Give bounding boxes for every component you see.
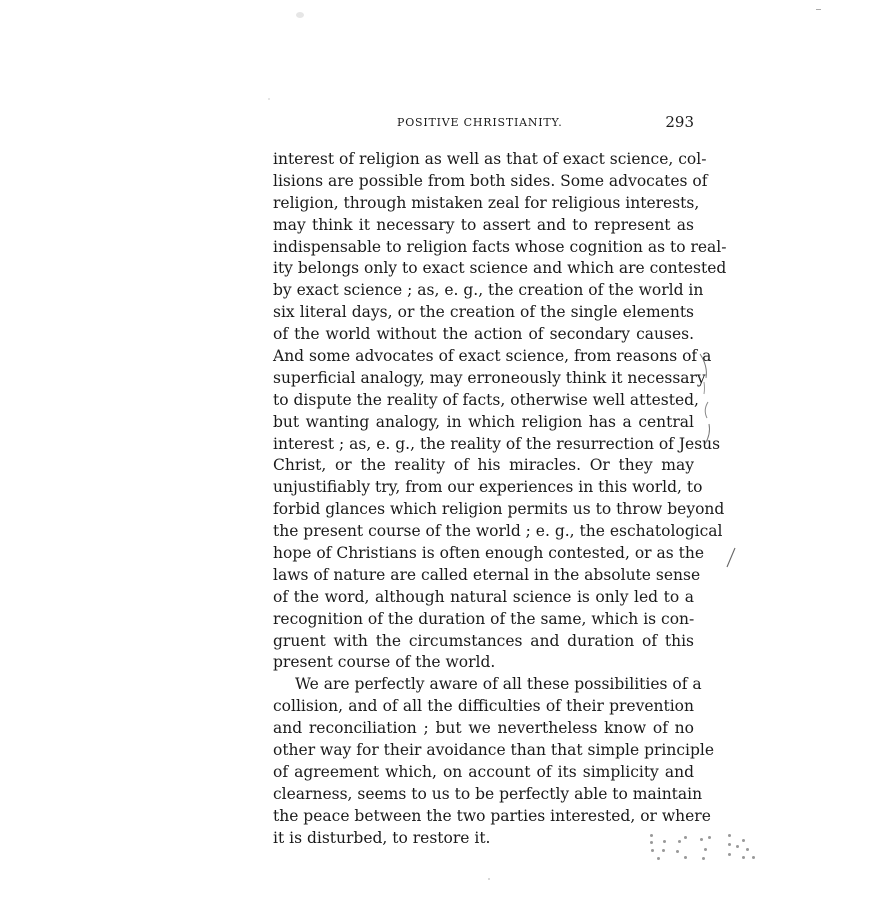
- text-line: to dispute the reality of facts, otherwise well attested,: [273, 390, 699, 409]
- text-line: the peace between the two parties interested, or where: [273, 806, 711, 825]
- text-line: and reconciliation ; but we nevertheless know of no: [273, 719, 694, 738]
- body-text: [273, 149, 727, 850]
- text-line: gruent with the circumstances and duration of this: [273, 631, 694, 650]
- faint-stamp-remnant: [648, 832, 758, 862]
- text-line: laws of nature are called eternal in the absolute sense: [273, 565, 701, 584]
- text-line: superficial analogy, may erroneously think it necessary: [273, 368, 706, 387]
- running-title: POSITIVE CHRISTIANITY.: [397, 116, 563, 129]
- paper-tick: [816, 9, 821, 10]
- text-line: six literal days, or the creation of the single elements: [273, 303, 694, 322]
- text-line: of agreement which, on account of its simplicity and: [273, 762, 694, 781]
- paper-dot: [488, 878, 490, 880]
- text-line: by exact science ; as, e. g., the creation of the world in: [273, 281, 704, 300]
- text-line: of the world without the action of secondary causes.: [273, 325, 694, 344]
- text-line: recognition of the duration of the same, which is con-: [273, 609, 695, 628]
- text-line: other way for their avoidance than that simple principle: [273, 741, 715, 760]
- text-line: but wanting analogy, in which religion has a central: [273, 412, 694, 431]
- text-line: of the word, although natural science is only led to a: [273, 587, 694, 606]
- text-line: collision, and of all the difficulties of their prevention: [273, 697, 694, 716]
- paper-blemish: [296, 12, 304, 18]
- text-line: indispensable to religion facts whose cognition as to real-: [273, 237, 727, 256]
- text-line: And some advocates of exact science, from reasons of a: [273, 347, 712, 366]
- text-line: Christ, or the reality of his miracles. Or they may: [273, 456, 694, 475]
- margin-pencil-mark: [696, 352, 720, 462]
- text-line: unjustifiably try, from our experiences in this world, to: [273, 478, 703, 497]
- text-line: clearness, seems to us to be perfectly able to maintain: [273, 784, 703, 803]
- text-line: it is disturbed, to restore it.: [273, 828, 491, 847]
- paper-dot: [268, 98, 270, 100]
- text-line: lisions are possible from both sides. Some advocates of: [273, 171, 708, 190]
- text-line: ity belongs only to exact science and which are contested: [273, 259, 727, 278]
- text-line: We are perfectly aware of all these possibilities of a: [295, 675, 702, 694]
- page-header: [273, 113, 694, 133]
- text-line: the present course of the world ; e. g., the eschatological: [273, 522, 723, 541]
- text-line: forbid glances which religion permits us to throw beyond: [273, 500, 725, 519]
- text-line: interest ; as, e. g., the reality of the resurrection of Jesus: [273, 434, 721, 453]
- margin-slash-mark: [724, 546, 738, 570]
- page-number: 293: [665, 113, 694, 131]
- text-line: hope of Christians is often enough contested, or as the: [273, 544, 705, 563]
- text-line: present course of the world.: [273, 653, 496, 672]
- text-line: interest of religion as well as that of exact science, col-: [273, 150, 707, 168]
- text-line: religion, through mistaken zeal for religious interests,: [273, 193, 700, 212]
- text-line: may think it necessary to assert and to represent as: [273, 215, 694, 234]
